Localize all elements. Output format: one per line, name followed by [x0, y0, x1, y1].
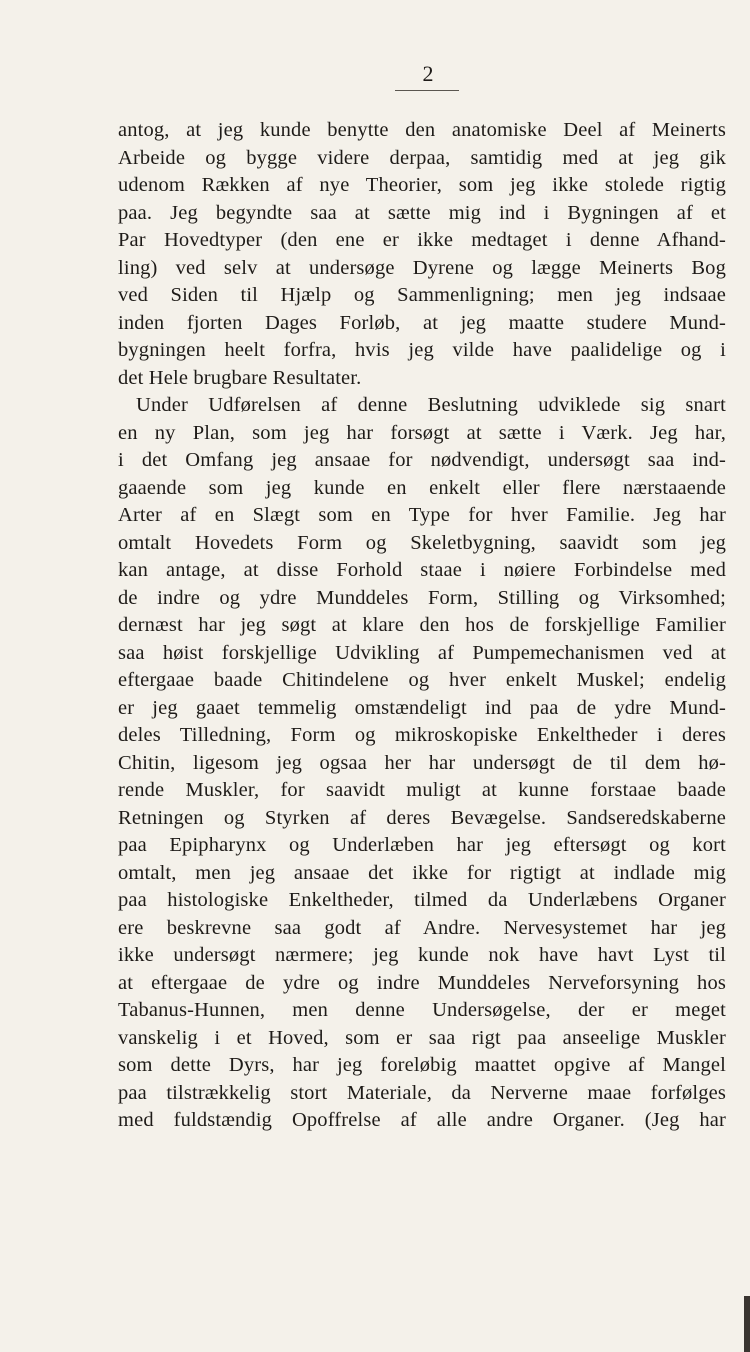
text-line: i det Omfang jeg ansaae for nødvendigt, undersøgt saa ind-: [118, 449, 726, 471]
text-line: eftergaae baade Chitindelene og hver enkelt Muskel; endelig: [118, 669, 726, 691]
page-number-rule: [395, 90, 459, 91]
text-line: paa Epipharynx og Underlæben har jeg eftersøgt og kort: [118, 834, 726, 856]
paragraph-1: [118, 117, 726, 392]
text-line: Arter af en Slægt som en Type for hver Familie. Jeg har: [118, 504, 726, 526]
text-line: rende Muskler, for saavidt muligt at kunne forstaae baade: [118, 779, 726, 801]
text-line: ling) ved selv at undersøge Dyrene og lægge Meinerts Bog: [118, 256, 726, 279]
text-line: Chitin, ligesom jeg ogsaa her har undersøgt de til dem hø-: [118, 751, 726, 774]
text-line: paa histologiske Enkeltheder, tilmed da Underlæbens Organer: [118, 889, 726, 911]
paragraph-2: [118, 392, 726, 1135]
text-line: Par Hovedtyper (den ene er ikke medtaget i denne Afhand-: [118, 229, 726, 251]
text-line: deles Tilledning, Form og mikroskopiske Enkeltheder i deres: [118, 724, 726, 746]
text-line: kan antage, at disse Forhold staae i nøiere Forbindelse med: [118, 559, 726, 581]
text-line: de indre og ydre Munddeles Form, Stilling og Virksomhed;: [118, 586, 726, 609]
text-line: inden fjorten Dages Forløb, at jeg maatte studere Mund-: [118, 311, 726, 334]
text-line: antog, at jeg kunde benytte den anatomiske Deel af Meinerts: [118, 119, 726, 141]
text-line: saa høist forskjellige Udvikling af Pumpemechanismen ved at: [118, 641, 726, 664]
text-line: vanskelig i et Hoved, som er saa rigt paa anseelige Muskler: [118, 1026, 726, 1049]
text-line: som dette Dyrs, har jeg foreløbig maattet opgive af Mangel: [118, 1054, 726, 1076]
text-line: Retningen og Styrken af deres Bevægelse. Sandseredskaberne: [118, 806, 726, 829]
text-line: bygningen heelt forfra, hvis jeg vilde have paalidelige og i: [118, 339, 726, 361]
text-line: er jeg gaaet temmelig omstændeligt ind paa de ydre Mund-: [118, 696, 726, 719]
text-line: ikke undersøgt nærmere; jeg kunde nok have havt Lyst til: [118, 944, 726, 966]
text-line: Under Udførelsen af denne Beslutning udviklede sig snart: [136, 394, 726, 416]
text-line: paa tilstrækkelig stort Materiale, da Nerverne maae forfølges: [118, 1081, 726, 1104]
text-line: udenom Rækken af nye Theorier, som jeg ikke stolede rigtig: [118, 174, 726, 196]
text-line: at eftergaae de ydre og indre Munddeles Nerveforsyning hos: [118, 971, 726, 994]
text-line: paa. Jeg begyndte saa at sætte mig ind i Bygningen af et: [118, 201, 726, 224]
text-line: gaaende som jeg kunde en enkelt eller flere nærstaaende: [118, 476, 726, 499]
text-line: med fuldstændig Opoffrelse af alle andre Organer. (Jeg har: [118, 1109, 726, 1131]
text-line: dernæst har jeg søgt at klare den hos de forskjellige Familier: [118, 614, 726, 636]
text-line: omtalt, men jeg ansaae det ikke for rigtigt at indlade mig: [118, 861, 726, 884]
text-line: en ny Plan, som jeg har forsøgt at sætte i Værk. Jeg har,: [118, 421, 726, 444]
text-line: ere beskrevne saa godt af Andre. Nervesystemet har jeg: [118, 916, 726, 939]
body-text: [118, 117, 726, 1135]
text-line: Arbeide og bygge videre derpaa, samtidig med at jeg gik: [118, 146, 726, 169]
page-edge-shadow: [744, 1296, 750, 1352]
text-line: ved Siden til Hjælp og Sammenligning; men jeg indsaae: [118, 284, 726, 306]
text-line: Tabanus-Hunnen, men denne Undersøgelse, der er meget: [118, 999, 726, 1021]
text-line: omtalt Hovedets Form og Skeletbygning, saavidt som jeg: [118, 531, 726, 554]
page-number: 2: [422, 61, 434, 86]
text-line: det Hele brugbare Resultater.: [118, 366, 362, 389]
